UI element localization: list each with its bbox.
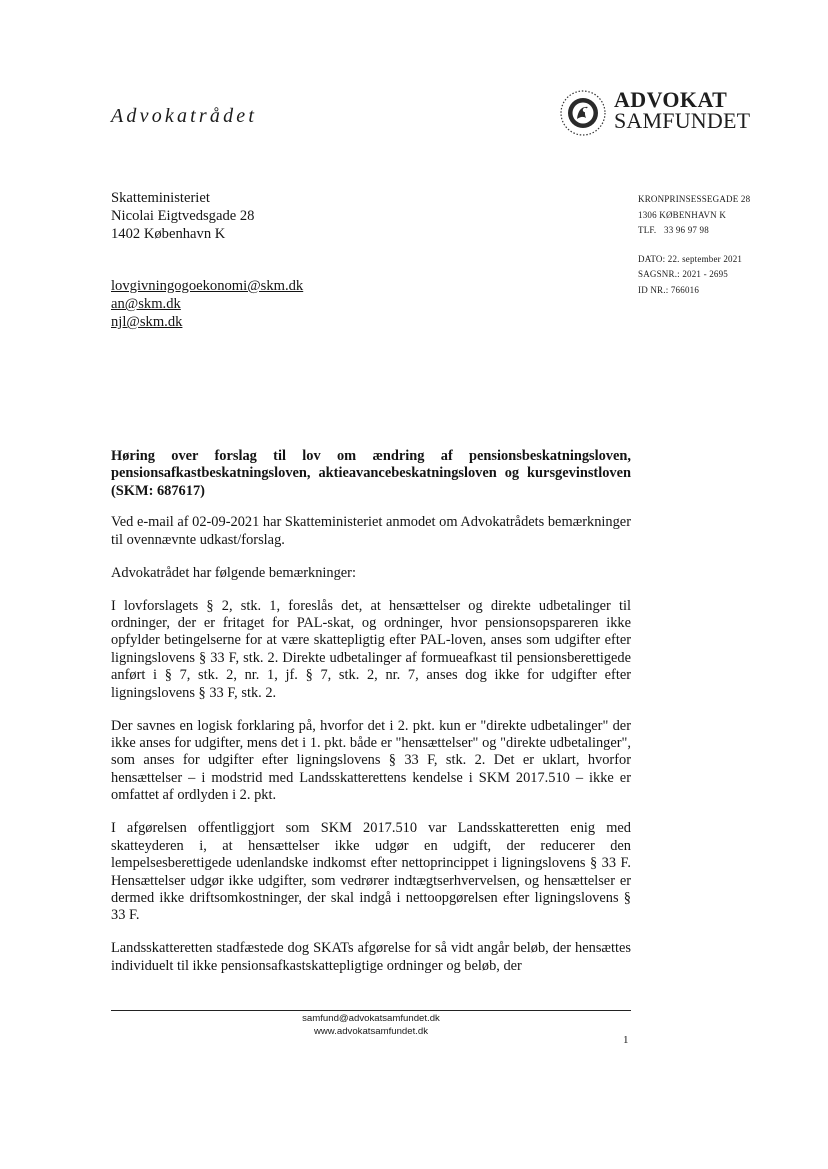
footer-website[interactable]: www.advokatsamfundet.dk — [313, 1026, 429, 1037]
recipient-city: 1402 København K — [111, 226, 226, 242]
paragraph: Advokatrådet har følgende bemærkninger: — [111, 564, 356, 581]
paragraph: I afgørelsen offentliggjort som SKM 2017.510 var Landsskatteretten enig med skatteyderen i, at hensættelser ikke udgør en udgift, der reducerer den lempelsesberettigede udenlandske indkomst efter nettoprincippet i ligningslovens § 33 F. Hensættelser udgør ikke udgifter, som vedrører indtægtserhvervelsen, og hensættelser er dermed ikke driftsomkostninger, der skal indgå i nettoopgørelsen efter ligningslovens § 33 F. — [111, 820, 631, 924]
logo-line-2: SAMFUNDET — [614, 108, 751, 133]
sender-street: KRONPRINSESSEGADE 28 — [638, 194, 751, 204]
paragraph: Landsskatteretten stadfæstede dog SKATs afgørelse for så vidt angår beløb, der hensættes individuelt til ikke pensionsafkastskattepligtige ordninger og beløb, der — [111, 940, 631, 974]
footer-divider — [111, 1010, 631, 1011]
recipient-name: Skatteministeriet — [111, 190, 210, 206]
paragraph: I lovforslagets § 2, stk. 1, foreslås det, at hensættelser og direkte udbetalinger til ordninger, der er fritaget for PAL-skat, og ordninger, hvor pensionsopspareren ikke opfylder betingelserne for at være skattepligtig efter PAL-loven, anses som udgifter efter ligningslovens § 33 F, stk. 2. Direkte udbetalinger af formueafkast til pensionsberettigede anført i § 7, stk. 2, nr. 1, jf. § 7, stk. 2, nr. 7, anses dog ikke for udgifter efter ligningslovens § 33 F, stk. 2. — [111, 597, 631, 701]
recipient-address — [111, 189, 254, 243]
letter-body — [111, 448, 631, 991]
society-logo — [614, 89, 750, 131]
letter-date: DATO: 22. september 2021 — [638, 253, 743, 264]
council-name: Advokatrådet — [111, 105, 258, 127]
footer-email[interactable]: samfund@advokatsamfundet.dk — [302, 1013, 440, 1024]
paragraph: Ved e-mail af 02-09-2021 har Skatteministeriet anmodet om Advokatrådets bemærkninger til ovennævnte udkast/forslag. — [111, 514, 631, 548]
sender-details — [638, 192, 750, 298]
sender-city: 1306 KØBENHAVN K — [638, 209, 727, 220]
email-link[interactable]: njl@skm.dk — [111, 314, 183, 330]
sender-phone — [638, 223, 750, 239]
email-link[interactable]: an@skm.dk — [111, 296, 181, 312]
recipient-emails — [111, 277, 303, 331]
footer — [111, 1012, 631, 1038]
phone-number: 33 96 97 98 — [664, 225, 709, 235]
logo-line-1: ADVOKAT — [614, 87, 728, 112]
phone-label: TLF. — [638, 225, 657, 235]
page-number: 1 — [623, 1034, 629, 1046]
letter-subject: Høring over forslag til lov om ændring af pensionsbeskatningsloven, pensionsafkastbeskatningsloven, aktieavancebeskatningsloven og kursgevinstloven (SKM: 687617) — [111, 448, 631, 499]
id-number: ID NR.: 766016 — [638, 284, 700, 295]
case-number: SAGSNR.: 2021 - 2695 — [638, 269, 729, 279]
lawyers-society-seal-icon — [558, 88, 608, 138]
recipient-street: Nicolai Eigtvedsgade 28 — [111, 208, 255, 224]
paragraph: Der savnes en logisk forklaring på, hvorfor det i 2. pkt. kun er "direkte udbetalinger" der ikke anses for udgifter, mens det i 1. pkt. både er "hensættelser" og "direkte udbetalinger", som anses for udgifter efter ligningslovens § 33 F, stk. 2. Det er uklart, hvorfor hensættelser – i modstrid med Landsskatterettens kendelse i SKM 2017.510 – ikke er omfattet af ordlyden i 2. pkt. — [111, 717, 631, 804]
email-link[interactable]: lovgivningogoekonomi@skm.dk — [111, 278, 304, 294]
